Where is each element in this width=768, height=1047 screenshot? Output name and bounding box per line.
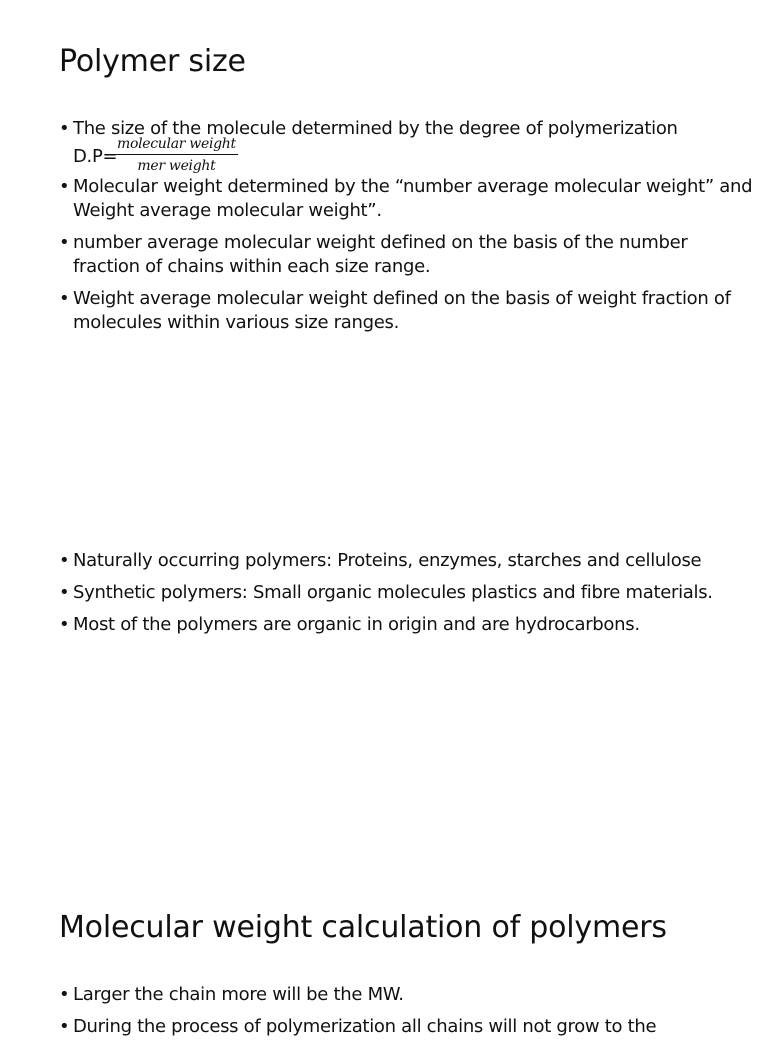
list-item bbox=[59, 983, 759, 1007]
bullet-text: During the process of polymerization all chains will not grow to the bbox=[73, 1016, 657, 1037]
formula-lhs: D.P= bbox=[73, 146, 118, 167]
slide-title: Molecular weight calculation of polymers bbox=[59, 910, 667, 945]
bullet-text: number average molecular weight defined on the basis of the number fraction of chains within each size range. bbox=[73, 232, 688, 277]
list-item bbox=[59, 1015, 759, 1039]
bullet-text: The size of the molecule determined by the degree of polymerization bbox=[73, 118, 678, 139]
bullet-text: Molecular weight determined by the “number average molecular weight” and Weight average molecular weight”. bbox=[73, 176, 753, 221]
formula-denominator: mer weight bbox=[137, 158, 216, 174]
bullet-text: Most of the polymers are organic in origin and are hydrocarbons. bbox=[73, 614, 640, 635]
slide-title: Polymer size bbox=[59, 44, 246, 79]
bullet-list bbox=[59, 983, 759, 1047]
bullet-text: Synthetic polymers: Small organic molecules plastics and fibre materials. bbox=[73, 582, 713, 603]
formula-numerator: molecular weight bbox=[115, 135, 238, 155]
bullet-text: Naturally occurring polymers: Proteins, enzymes, starches and cellulose bbox=[73, 550, 702, 571]
bullet-text: Larger the chain more will be the MW. bbox=[73, 984, 404, 1005]
bullet-text: Weight average molecular weight defined on the basis of weight fraction of molecules within various size ranges. bbox=[73, 288, 731, 333]
